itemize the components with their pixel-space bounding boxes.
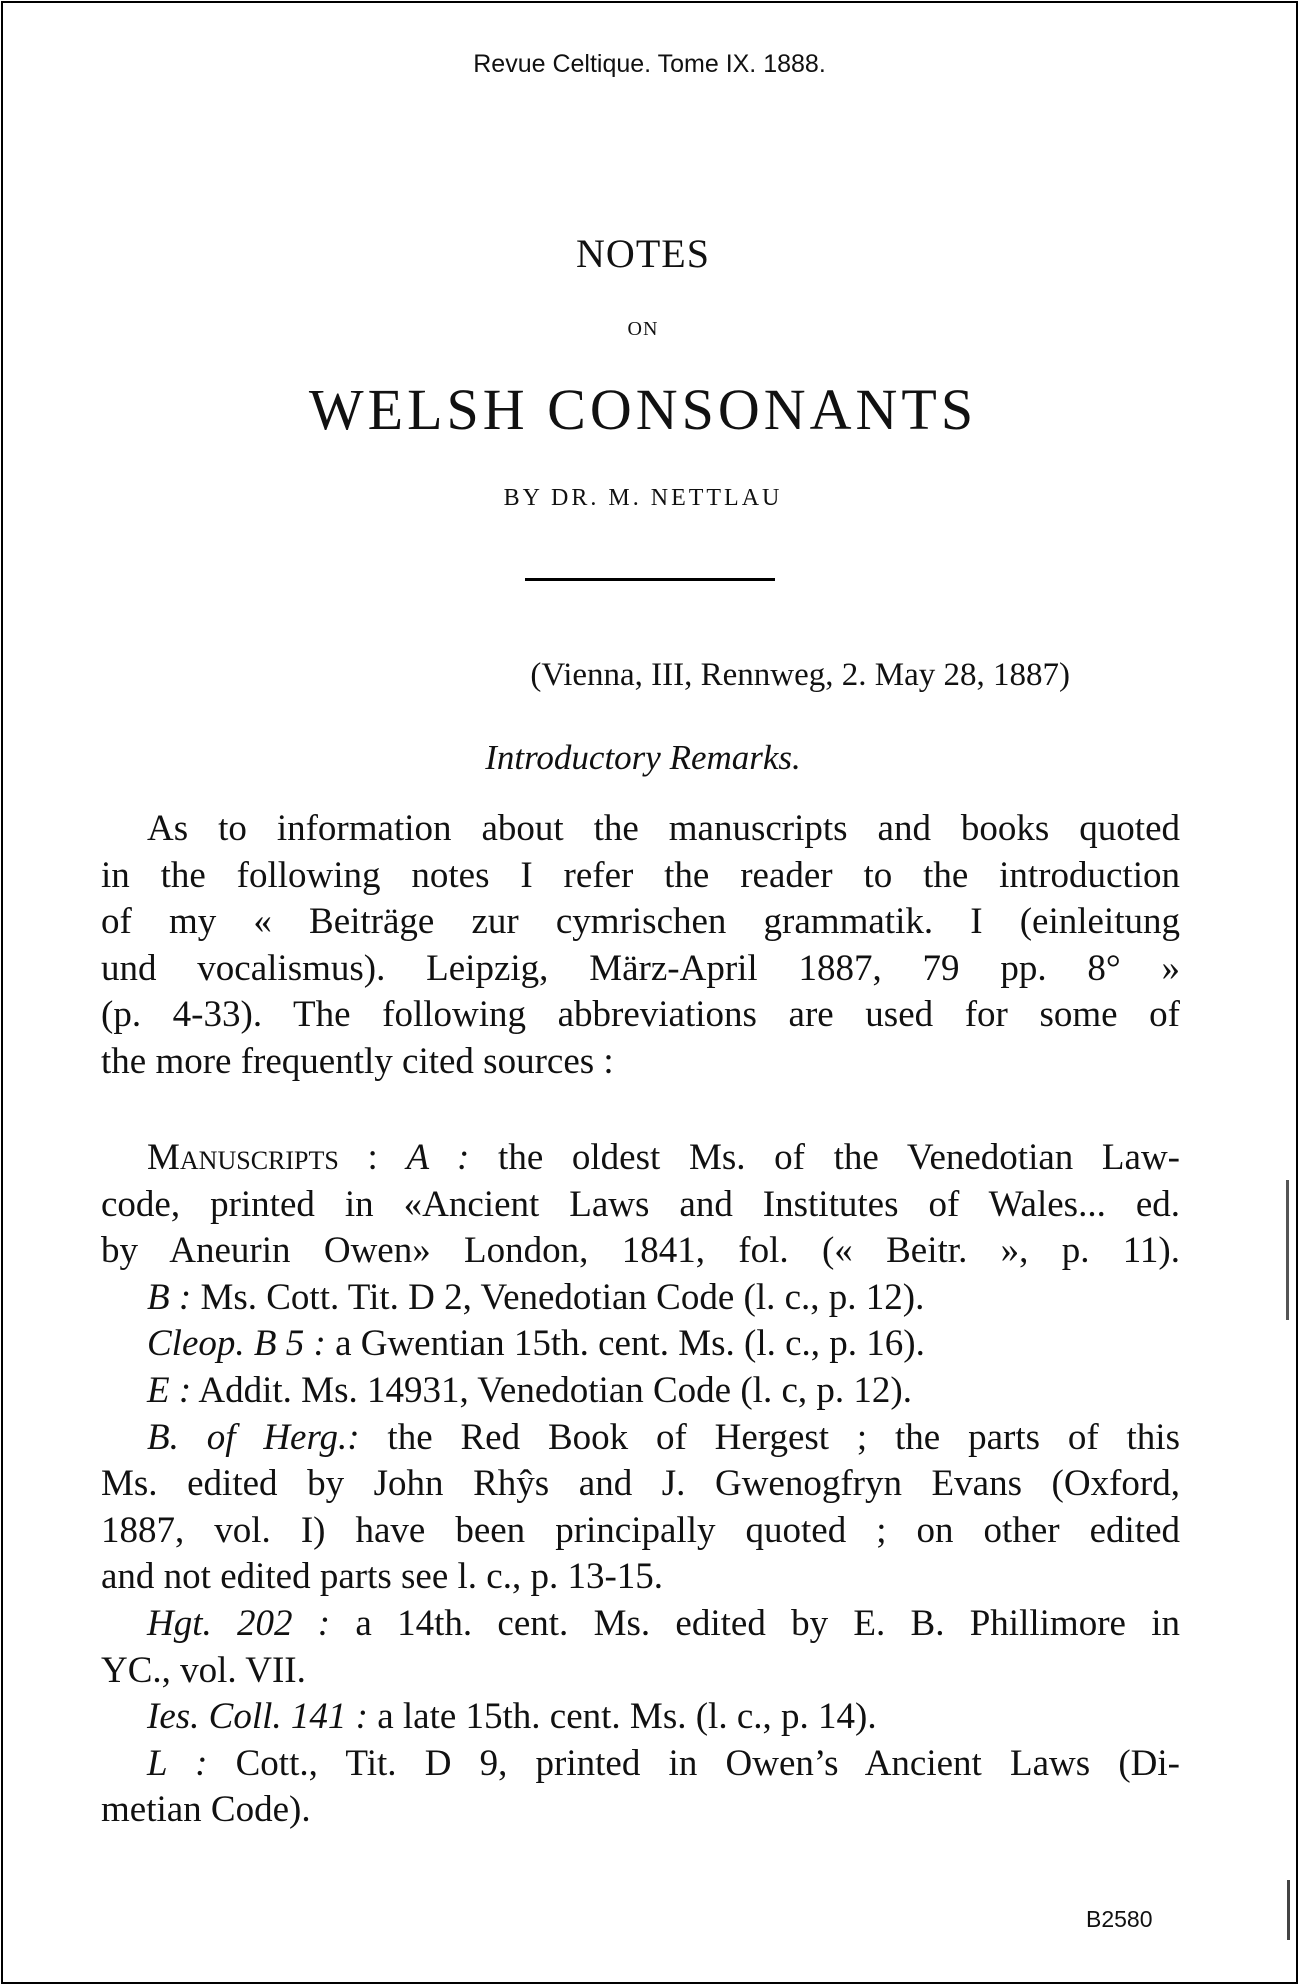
manuscript-line bbox=[101, 1135, 1180, 1182]
manuscript-line bbox=[101, 1461, 1180, 1508]
manuscript-line bbox=[101, 1368, 1180, 1415]
text-run: a 14th. cent. Ms. edited by E. B. Phillimore in bbox=[330, 1602, 1180, 1644]
scan-edge-mark bbox=[1287, 1880, 1290, 1940]
source-siglum: B : bbox=[147, 1276, 192, 1318]
divider-rule bbox=[525, 578, 775, 581]
manuscript-line bbox=[101, 1601, 1180, 1648]
intro-paragraph bbox=[101, 806, 1180, 1086]
source-siglum: A : bbox=[406, 1137, 470, 1178]
text-run: the Red Book of Hergest ; the parts of this bbox=[359, 1416, 1180, 1458]
text-run: the more frequently cited sources : bbox=[101, 1040, 614, 1082]
manuscript-line bbox=[101, 1694, 1180, 1741]
manuscript-line bbox=[101, 1275, 1180, 1322]
text-run: of my « Beiträge zur cymrischen grammatik. I (einleitung bbox=[101, 901, 1180, 943]
text-run bbox=[378, 1137, 407, 1178]
text-run: a Gwentian 15th. cent. Ms. (l. c., p. 16). bbox=[325, 1323, 925, 1365]
scan-edge-mark bbox=[1286, 1180, 1289, 1320]
running-header: Revue Celtique. Tome IX. 1888. bbox=[473, 50, 826, 78]
title-notes: NOTES bbox=[576, 231, 710, 276]
manuscript-line bbox=[101, 1321, 1180, 1368]
text-run: by Aneurin Owen» London, 1841, fol. (« Beitr. », p. 11). bbox=[101, 1230, 1180, 1272]
text-run: in the following notes I refer the reader to the introduction bbox=[101, 854, 1180, 896]
text-run: Addit. Ms. 14931, Venedotian Code (l. c, p. 12). bbox=[191, 1369, 912, 1411]
text-run: YC., vol. VII. bbox=[101, 1649, 306, 1691]
byline: BY DR. M. NETTLAU bbox=[503, 485, 783, 511]
manuscripts-list bbox=[101, 1135, 1180, 1834]
paragraph-line bbox=[101, 1039, 1180, 1086]
manuscript-line bbox=[101, 1415, 1180, 1462]
paragraph-line bbox=[101, 946, 1180, 993]
text-run: Cott., Tit. D 9, printed in Owen’s Ancient Laws (Di- bbox=[207, 1742, 1180, 1784]
section-heading: Introductory Remarks. bbox=[485, 738, 801, 777]
text-run: a late 15th. cent. Ms. (l. c., p. 14). bbox=[367, 1696, 877, 1738]
text-run: (p. 4-33). The following abbreviations are used for some of bbox=[101, 994, 1180, 1036]
text-run: metian Code). bbox=[101, 1789, 311, 1831]
manuscript-line bbox=[101, 1508, 1180, 1555]
source-siglum: B. of Herg.: bbox=[147, 1416, 360, 1458]
manuscript-line bbox=[101, 1787, 1180, 1834]
source-siglum: L : bbox=[147, 1742, 208, 1784]
text-run: 1887, vol. I) have been principally quoted ; on other edited bbox=[101, 1509, 1180, 1551]
manuscript-line bbox=[101, 1554, 1180, 1601]
paragraph-line bbox=[101, 853, 1180, 900]
manuscript-line bbox=[101, 1648, 1180, 1695]
text-run: code, printed in «Ancient Laws and Institutes of Wales... ed. bbox=[101, 1183, 1180, 1225]
text-run: the oldest Ms. of the Venedotian Law- bbox=[469, 1137, 1180, 1178]
source-siglum: Ies. Coll. 141 : bbox=[147, 1696, 368, 1738]
page-title: WELSH CONSONANTS bbox=[308, 377, 978, 442]
source-siglum: E : bbox=[147, 1369, 192, 1411]
source-siglum: Cleop. B 5 : bbox=[147, 1323, 326, 1365]
manuscript-line bbox=[101, 1182, 1180, 1229]
dateline: (Vienna, III, Rennweg, 2. May 28, 1887) bbox=[530, 657, 1070, 693]
section-label: Manuscripts : bbox=[147, 1137, 378, 1178]
text-run: Ms. Cott. Tit. D 2, Venedotian Code (l. c., p. 12). bbox=[191, 1276, 925, 1318]
paragraph-line bbox=[101, 899, 1180, 946]
manuscript-line bbox=[101, 1741, 1180, 1788]
footer-code: B2580 bbox=[1086, 1906, 1153, 1932]
source-siglum: Hgt. 202 : bbox=[147, 1602, 331, 1644]
paragraph-line bbox=[101, 806, 1180, 853]
text-run: Ms. edited by John Rhŷs and J. Gwenogfryn Evans (Oxford, bbox=[101, 1463, 1180, 1505]
text-run: und vocalismus). Leipzig, März-April 1887, 79 pp. 8° » bbox=[101, 947, 1180, 989]
title-on: ON bbox=[627, 318, 659, 340]
manuscript-line bbox=[101, 1228, 1180, 1275]
text-run: As to information about the manuscripts and books quoted bbox=[147, 808, 1180, 849]
paragraph-line bbox=[101, 992, 1180, 1039]
text-run: and not edited parts see l. c., p. 13-15. bbox=[101, 1556, 664, 1598]
